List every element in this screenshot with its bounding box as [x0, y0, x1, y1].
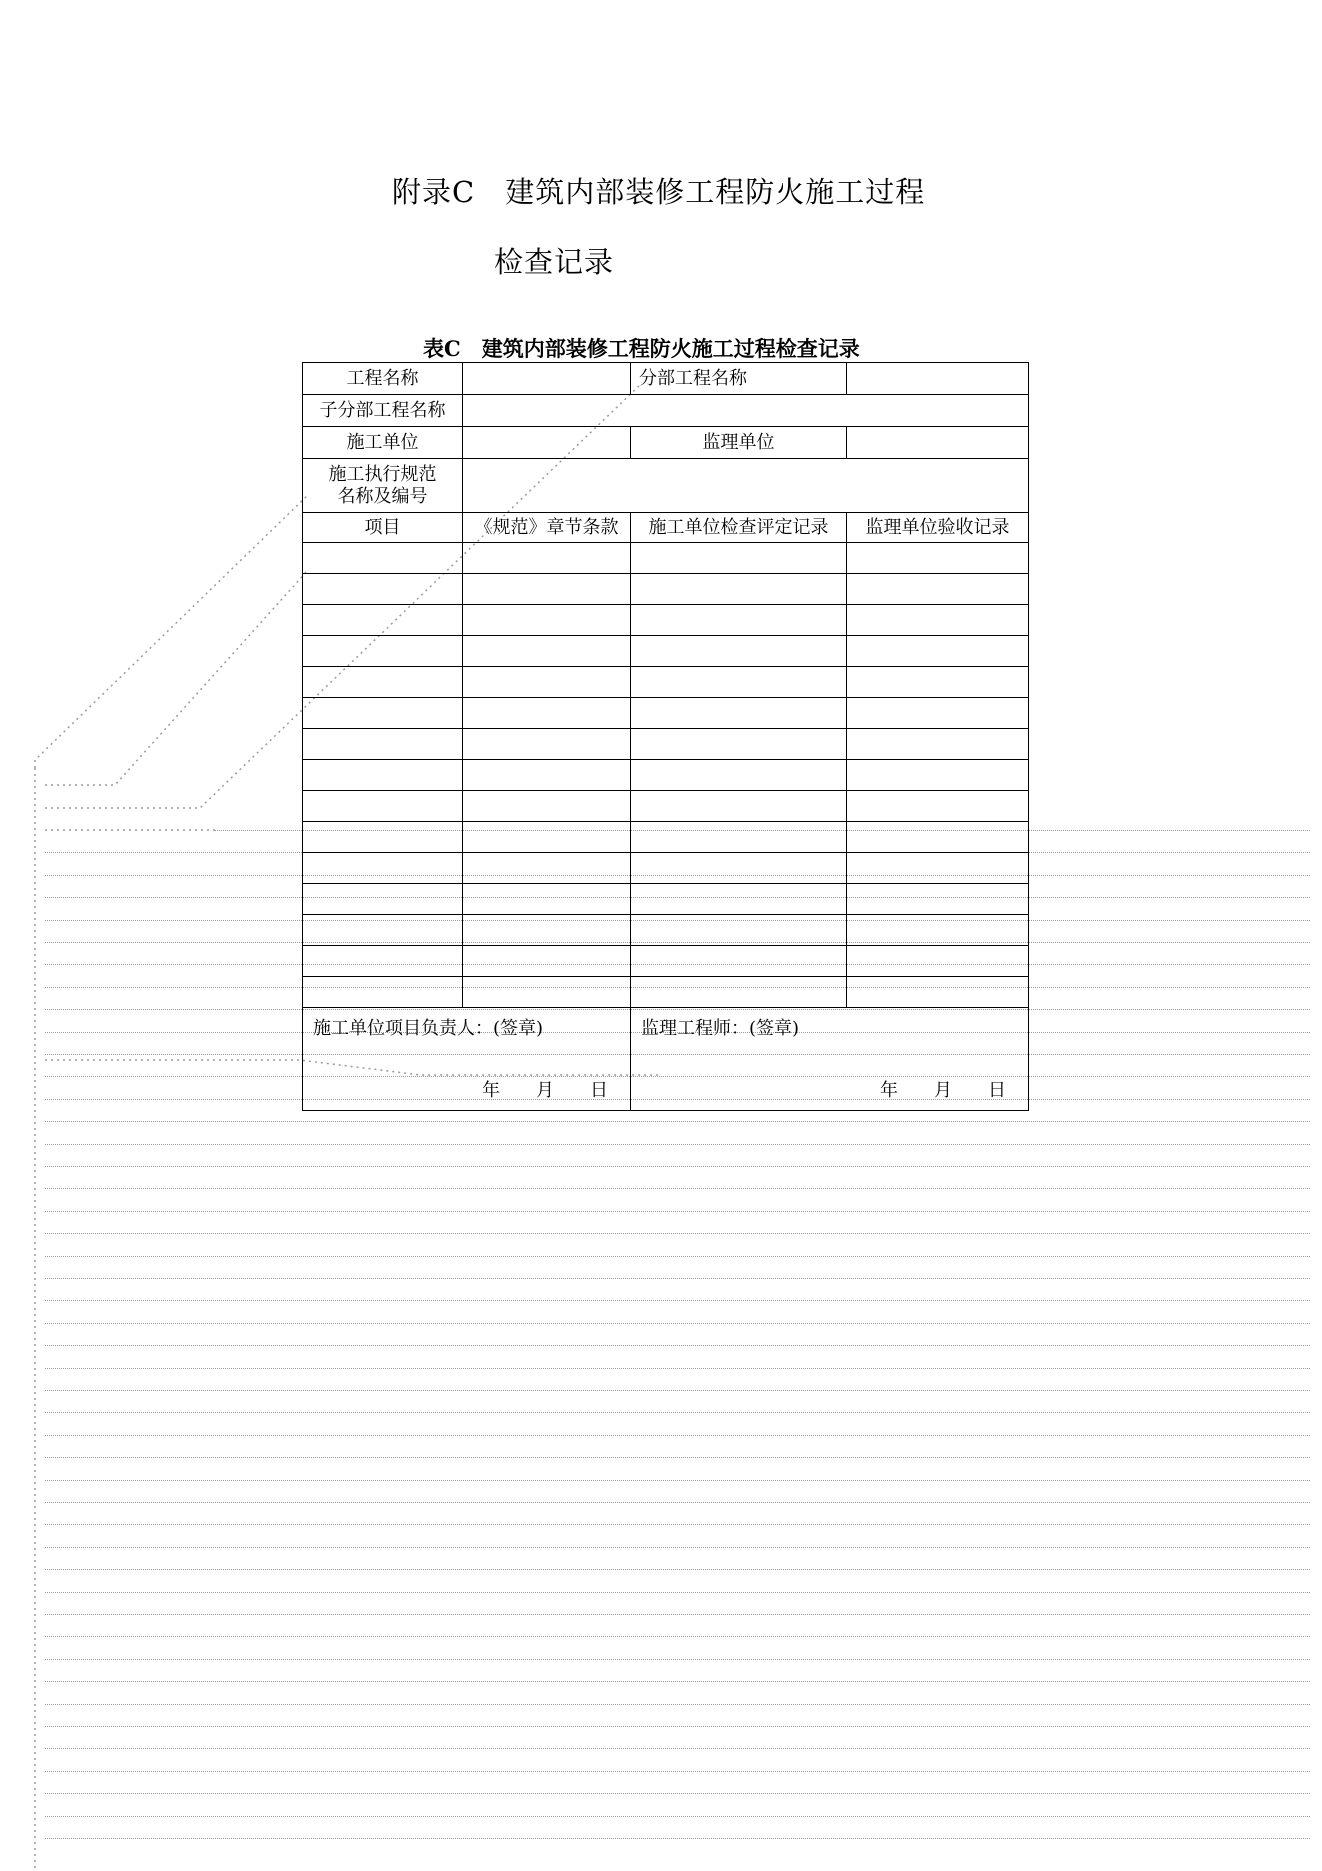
- item-cell[interactable]: [303, 977, 463, 1008]
- clause-cell[interactable]: [463, 605, 631, 636]
- dotted-rule: [45, 1368, 1310, 1369]
- item-cell[interactable]: [303, 915, 463, 946]
- dotted-rule: [45, 1390, 1310, 1391]
- table-row: [303, 698, 1029, 729]
- clause-cell[interactable]: [463, 853, 631, 884]
- supervisor-record-cell[interactable]: [847, 853, 1029, 884]
- dotted-rule: [45, 1256, 1310, 1257]
- dotted-rule: [45, 1659, 1310, 1660]
- clause-cell[interactable]: [463, 915, 631, 946]
- item-cell[interactable]: [303, 543, 463, 574]
- contractor-label: 施工单位: [303, 427, 463, 459]
- dotted-rule: [45, 1726, 1310, 1727]
- dotted-rule: [45, 1547, 1310, 1548]
- item-cell[interactable]: [303, 574, 463, 605]
- contractor-record-cell[interactable]: [631, 760, 847, 791]
- contractor-record-cell[interactable]: [631, 977, 847, 1008]
- dotted-rule: [45, 1524, 1310, 1525]
- dotted-rule: [45, 1435, 1310, 1436]
- item-cell[interactable]: [303, 822, 463, 853]
- supervisor-record-cell[interactable]: [847, 667, 1029, 698]
- clause-cell[interactable]: [463, 636, 631, 667]
- table-row: [303, 977, 1029, 1008]
- contractor-value[interactable]: [463, 427, 631, 459]
- table-row: [303, 543, 1029, 574]
- item-cell[interactable]: [303, 884, 463, 915]
- item-cell[interactable]: [303, 605, 463, 636]
- item-cell[interactable]: [303, 946, 463, 977]
- sub-division-label-text: 分部工程名称: [639, 367, 747, 389]
- contractor-record-cell[interactable]: [631, 605, 847, 636]
- supervisor-label: 监理单位: [631, 427, 847, 459]
- contractor-record-cell[interactable]: [631, 636, 847, 667]
- contractor-record-cell[interactable]: [631, 946, 847, 977]
- supervisor-record-cell[interactable]: [847, 698, 1029, 729]
- clause-cell[interactable]: [463, 822, 631, 853]
- clause-cell[interactable]: [463, 543, 631, 574]
- contractor-record-cell[interactable]: [631, 853, 847, 884]
- standard-label: [303, 459, 463, 513]
- standard-label-line1: 施工执行规范: [328, 463, 437, 485]
- table-row: [303, 822, 1029, 853]
- sub-division-value[interactable]: [847, 363, 1029, 395]
- header-contractor-record: 施工单位检查评定记录: [631, 513, 847, 543]
- supervisor-value[interactable]: [847, 427, 1029, 459]
- header-item: 项目: [303, 513, 463, 543]
- clause-cell[interactable]: [463, 574, 631, 605]
- table-row: [303, 636, 1029, 667]
- contractor-sign-label: 施工单位项目负责人：(签章): [313, 1018, 544, 1039]
- sub-sub-division-label: 子分部工程名称: [303, 395, 463, 427]
- dotted-rule: [45, 1323, 1310, 1324]
- dotted-rule: [45, 1816, 1310, 1817]
- table-row: [303, 791, 1029, 822]
- clause-cell[interactable]: [463, 884, 631, 915]
- dotted-rule: [45, 1681, 1310, 1682]
- contractor-record-cell[interactable]: [631, 698, 847, 729]
- clause-cell[interactable]: [463, 760, 631, 791]
- contractor-record-cell[interactable]: [631, 791, 847, 822]
- item-cell[interactable]: [303, 760, 463, 791]
- table-row: [303, 667, 1029, 698]
- table-caption: 表C 建筑内部装修工程防火施工过程检查记录: [423, 336, 860, 361]
- dotted-rule: [45, 1188, 1310, 1189]
- contractor-record-cell[interactable]: [631, 543, 847, 574]
- dotted-rule: [45, 1793, 1310, 1794]
- dotted-rule: [45, 1838, 1310, 1839]
- contractor-record-cell[interactable]: [631, 822, 847, 853]
- supervisor-sign-label: 监理工程师：(签章): [641, 1018, 800, 1039]
- dotted-rule: [45, 1121, 1310, 1122]
- supervisor-record-cell[interactable]: [847, 946, 1029, 977]
- table-row: [303, 729, 1029, 760]
- standard-value[interactable]: [463, 459, 1029, 513]
- table-row: [303, 605, 1029, 636]
- project-name-value[interactable]: [463, 363, 631, 395]
- contractor-record-cell[interactable]: [631, 574, 847, 605]
- dotted-rule: [45, 1636, 1310, 1637]
- contractor-record-cell[interactable]: [631, 729, 847, 760]
- clause-cell[interactable]: [463, 946, 631, 977]
- item-cell[interactable]: [303, 698, 463, 729]
- contractor-sign-date: 年 月 日: [482, 1080, 608, 1102]
- dotted-rule: [45, 1457, 1310, 1458]
- dotted-rule: [45, 1704, 1310, 1705]
- item-cell[interactable]: [303, 667, 463, 698]
- table-row: [303, 760, 1029, 791]
- dotted-rule: [45, 1412, 1310, 1413]
- supervisor-sign-date: 年 月 日: [880, 1080, 1006, 1102]
- supervisor-record-cell[interactable]: [847, 791, 1029, 822]
- page-title: 附录C 建筑内部装修工程防火施工过程: [392, 175, 926, 209]
- page-title-continued: 检查记录: [494, 245, 615, 279]
- contractor-sign-cell[interactable]: [303, 1008, 631, 1111]
- inspection-record-table: [302, 362, 1029, 1111]
- dotted-rule: [45, 1569, 1310, 1570]
- item-cell[interactable]: [303, 636, 463, 667]
- dotted-rule: [45, 1614, 1310, 1615]
- supervisor-record-cell[interactable]: [847, 884, 1029, 915]
- supervisor-record-cell[interactable]: [847, 822, 1029, 853]
- supervisor-sign-cell[interactable]: [631, 1008, 1029, 1111]
- supervisor-record-cell[interactable]: [847, 543, 1029, 574]
- contractor-record-cell[interactable]: [631, 884, 847, 915]
- item-cell[interactable]: [303, 853, 463, 884]
- item-cell[interactable]: [303, 729, 463, 760]
- header-clause: 《规范》章节条款: [463, 513, 631, 543]
- supervisor-record-cell[interactable]: [847, 760, 1029, 791]
- item-cell[interactable]: [303, 791, 463, 822]
- dotted-rule: [45, 1278, 1310, 1279]
- clause-cell[interactable]: [463, 791, 631, 822]
- table-row: [303, 574, 1029, 605]
- table-row: [303, 884, 1029, 915]
- supervisor-record-cell[interactable]: [847, 574, 1029, 605]
- dotted-rule: [45, 1233, 1310, 1234]
- clause-cell[interactable]: [463, 667, 631, 698]
- blank-rows: [303, 543, 1029, 1008]
- dotted-rule: [45, 1748, 1310, 1749]
- contractor-record-cell[interactable]: [631, 667, 847, 698]
- table-row: [303, 853, 1029, 884]
- table-row: [303, 915, 1029, 946]
- clause-cell[interactable]: [463, 729, 631, 760]
- clause-cell[interactable]: [463, 977, 631, 1008]
- sub-division-label: [631, 363, 847, 395]
- dotted-rule: [45, 1480, 1310, 1481]
- sub-sub-division-value[interactable]: [463, 395, 1029, 427]
- supervisor-record-cell[interactable]: [847, 729, 1029, 760]
- dotted-rule: [45, 1592, 1310, 1593]
- dotted-rule: [45, 1211, 1310, 1212]
- contractor-record-cell[interactable]: [631, 915, 847, 946]
- clause-cell[interactable]: [463, 698, 631, 729]
- header-supervisor-record: 监理单位验收记录: [847, 513, 1029, 543]
- supervisor-record-cell[interactable]: [847, 636, 1029, 667]
- dotted-rule: [45, 1771, 1310, 1772]
- dotted-rule: [45, 1144, 1310, 1145]
- dotted-rule: [45, 1345, 1310, 1346]
- supervisor-record-cell[interactable]: [847, 605, 1029, 636]
- project-name-label: 工程名称: [303, 363, 463, 395]
- supervisor-record-cell[interactable]: [847, 915, 1029, 946]
- dotted-rule: [45, 1166, 1310, 1167]
- table-row: [303, 946, 1029, 977]
- dotted-rule: [45, 1300, 1310, 1301]
- dotted-rule: [45, 1502, 1310, 1503]
- standard-label-line2: 名称及编号: [337, 485, 428, 507]
- supervisor-record-cell[interactable]: [847, 977, 1029, 1008]
